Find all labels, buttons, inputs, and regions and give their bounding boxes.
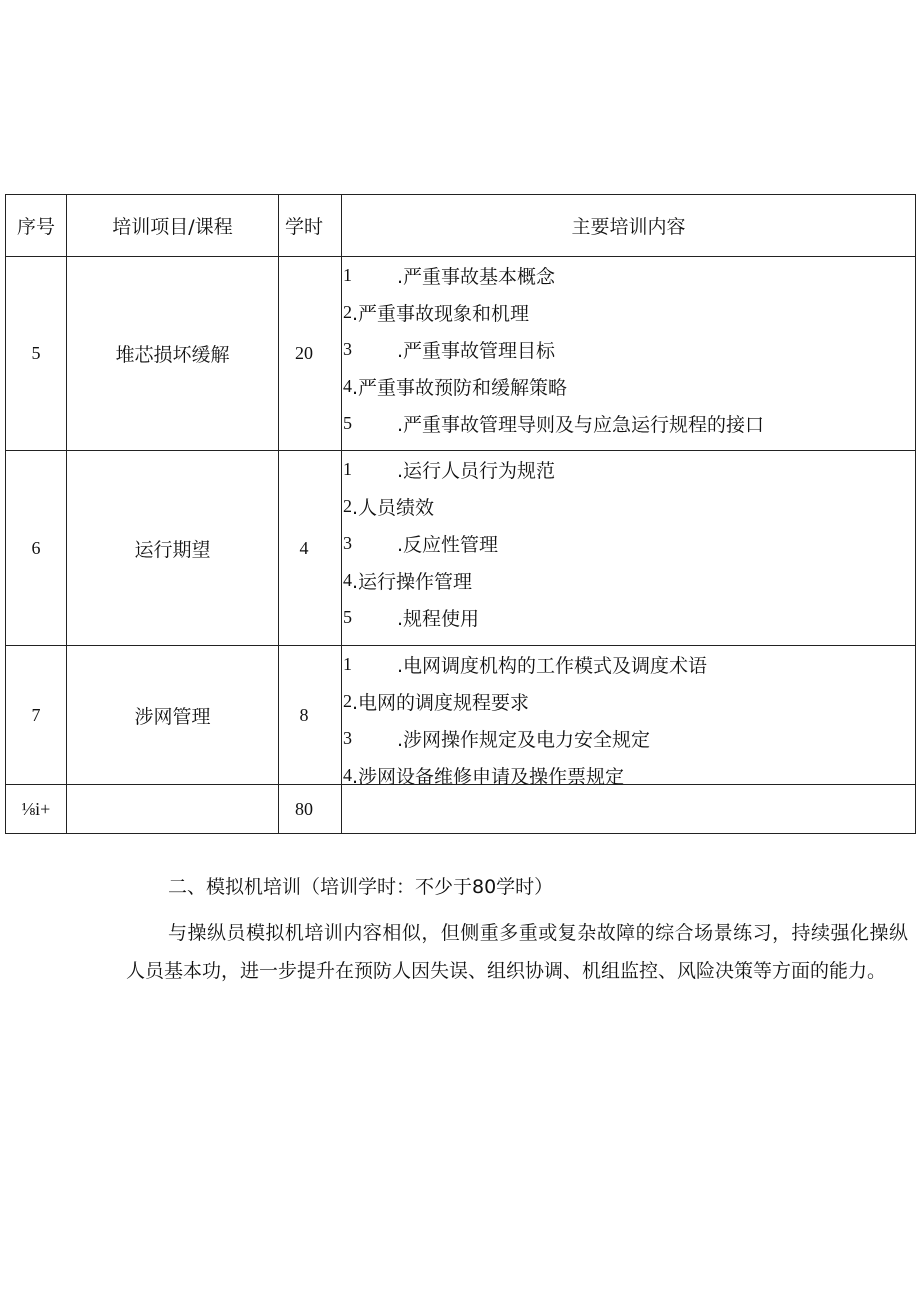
content-item: [343, 408, 764, 438]
row-content: [343, 257, 915, 450]
header-content: 主要培训内容: [571, 216, 686, 238]
training-table: [5, 194, 916, 834]
content-item: [343, 260, 555, 290]
item-number: 2: [343, 690, 352, 711]
content-item: [343, 723, 650, 753]
row-hours: 4: [299, 537, 309, 558]
content-item: [343, 528, 498, 558]
item-number: 4: [343, 375, 352, 396]
item-text: .电网的调度规程要求: [352, 691, 530, 714]
content-item: [343, 649, 707, 679]
row-hours: 8: [299, 704, 309, 725]
header-index: 序号: [16, 216, 55, 238]
content-item: [343, 334, 555, 364]
table-row-divider-4: [5, 784, 916, 785]
row-course: 涉网管理: [134, 705, 211, 728]
row-hours: 20: [295, 343, 313, 363]
item-number: 5: [343, 412, 352, 433]
table-border-bottom: [5, 833, 916, 834]
item-number: 1: [343, 458, 352, 479]
item-text: .运行操作管理: [352, 570, 473, 593]
content-item: [343, 686, 529, 716]
item-text: .运行人员行为规范: [397, 459, 556, 482]
item-text: .涉网操作规定及电力安全规定: [397, 728, 651, 751]
item-text: .涉网设备维修申请及操作票规定: [352, 765, 625, 784]
table-border-right: [915, 194, 916, 834]
item-number: 5: [343, 606, 352, 627]
total-hours: 80: [295, 798, 313, 819]
content-item: [343, 760, 624, 784]
item-text: .严重事故基本概念: [397, 265, 556, 288]
content-item: [343, 602, 479, 632]
item-number: 4: [343, 569, 352, 590]
item-number: 1: [343, 653, 352, 674]
table-divider-3: [341, 194, 342, 834]
row-index: 6: [31, 537, 41, 558]
header-course: 培训项目/课程: [112, 216, 233, 238]
header-hours: 学时: [284, 216, 323, 238]
row-index: 7: [31, 704, 41, 725]
item-text: .严重事故现象和机理: [352, 302, 530, 325]
content-item: [343, 491, 434, 521]
section-paragraph: 与操纵员模拟机培训内容相似，但侧重多重或复杂故障的综合场景练习，持续强化操纵人员基本功，进一步提升在预防人因失误、组织协调、机组监控、风险决策等方面的能力。: [126, 922, 908, 982]
section-title: 二、模拟机培训（培训学时：不少于80学时）: [168, 876, 554, 898]
row-content: [343, 646, 915, 784]
item-number: 1: [343, 264, 352, 285]
item-number: 3: [343, 532, 352, 553]
item-text: .人员绩效: [352, 496, 435, 519]
row-course: 运行期望: [134, 538, 211, 561]
total-label: ⅛i+: [21, 798, 51, 819]
item-number: 2: [343, 495, 352, 516]
content-item: [343, 371, 567, 401]
row-content: [343, 451, 915, 645]
item-number: 3: [343, 727, 352, 748]
item-text: .严重事故管理导则及与应急运行规程的接口: [397, 413, 765, 436]
item-number: 2: [343, 301, 352, 322]
item-number: 3: [343, 338, 352, 359]
content-item: [343, 297, 529, 327]
item-text: .严重事故管理目标: [397, 339, 556, 362]
content-item: [343, 454, 555, 484]
item-text: .严重事故预防和缓解策略: [352, 376, 568, 399]
row-index: 5: [31, 343, 41, 363]
item-text: .电网调度机构的工作模式及调度术语: [397, 654, 708, 677]
item-text: .反应性管理: [397, 533, 499, 556]
item-number: 4: [343, 764, 352, 784]
item-text: .规程使用: [397, 607, 480, 630]
content-item: [343, 565, 472, 595]
row-course: 堆芯损坏缓解: [115, 344, 230, 366]
